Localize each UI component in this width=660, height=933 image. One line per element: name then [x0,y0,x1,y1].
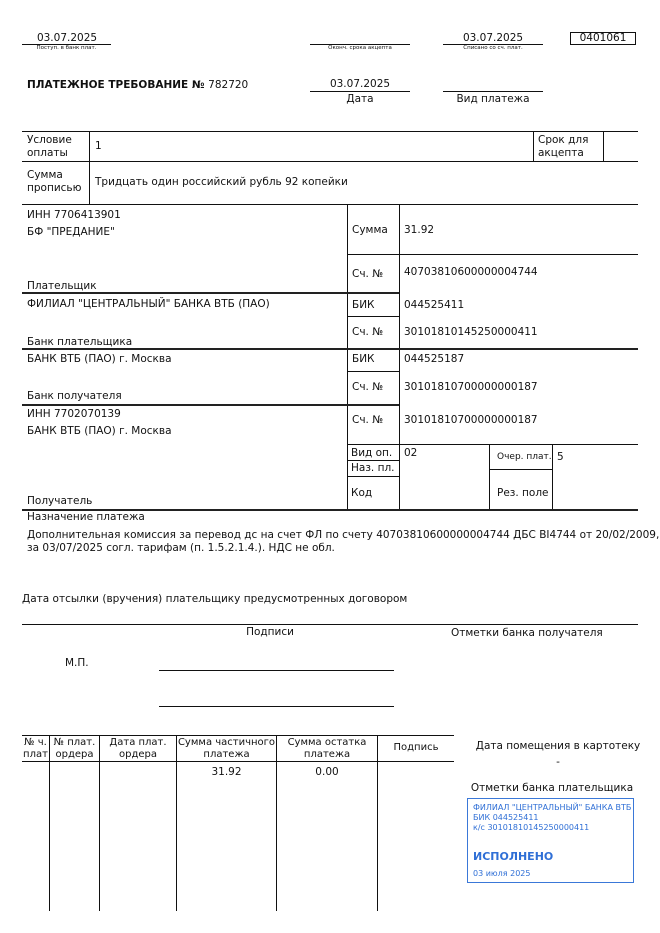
document-date-label: Дата [346,93,374,105]
payer-bik: 044525411 [404,299,465,311]
received-date-label: Поступ. в банк плат. [36,45,97,51]
stamp-date: 03 июля 2025 [473,869,531,878]
code-label: Код [351,487,373,499]
signature-line-2[interactable] [159,706,394,707]
payer-bik-divider [347,316,399,317]
payee-account-label: Сч. № [352,414,384,426]
terms-col-line [89,131,90,204]
payer-account: 40703810600000004744 [404,266,538,278]
document-number: 782720 [208,79,249,91]
payer-bank-name: ФИЛИАЛ "ЦЕНТРАЛЬНЫЙ" БАНКА ВТБ (ПАО) [27,298,270,310]
partial-col-line-2 [99,735,100,911]
partial-header-order-no [50,737,99,761]
signatures-top-line [22,624,638,625]
partial-header-remainder [277,737,377,761]
document-type: ПЛАТЕЖНОЕ ТРЕБОВАНИЕ № [27,79,205,91]
header-line: Сумма остатка [287,737,367,748]
debited-date-label: Списано со сч. плат. [463,45,523,51]
signature-line-1[interactable] [159,670,394,671]
document-date-line [310,91,410,92]
partial-header-payment-no [22,737,49,761]
payee-bank-marks-label: Отметки банка получателя [451,627,603,639]
terms-divider [22,161,638,162]
header-line: № ч. [24,737,47,748]
payee-account-divider [347,444,638,445]
payee-name: БАНК ВТБ (ПАО) г. Москва [27,425,172,437]
stamp-bank-name: ФИЛИАЛ "ЦЕНТРАЛЬНЫЙ" БАНКА ВТБ [473,803,632,812]
document-date: 03.07.2025 [329,78,391,90]
table-top-line [22,131,638,132]
document-title [27,79,248,92]
acceptance-term-label-2: акцепта [538,147,584,159]
card-file-value: - [556,756,560,768]
header-line: ордера [118,749,157,760]
payee-bank-account-label: Сч. № [352,381,384,393]
purpose-line-1: Дополнительная комиссия за перевод дс на счет ФЛ по счету 40703810600000004744 ДБС BI4744 от 20/02/2009, [27,529,660,541]
payer-bank-label: Банк плательщика [27,336,133,348]
payee-inn: ИНН 7702070139 [27,408,121,420]
partial-header-partial-sum [176,737,277,761]
partial-table-header-line [22,761,454,762]
reserve-label: Рез. поле [497,487,549,499]
priority-col-left-line [489,444,490,509]
partial-col-line-1 [49,735,50,911]
signatures-label: Подписи [246,626,294,638]
payer-inn: ИНН 7706413901 [27,209,121,221]
priority-label: Очер. плат. [497,452,552,462]
header-line: ордера [55,749,94,760]
partial-col-line-5 [377,735,378,911]
partial-table-top-line [22,735,454,736]
form-code: 0401061 [570,32,636,45]
amount-divider [347,254,638,255]
card-file-label: Дата помещения в картотеку [475,740,641,752]
header-line: плат [23,749,48,760]
payer-bank-account: 30101810145250000411 [404,326,538,338]
amount-words-value: Тридцать один российский рубль 92 копейки [95,176,348,188]
acceptance-end-label: Оконч. срока акцепта [328,45,392,51]
amount-value: 31.92 [404,224,435,236]
condition-value: 1 [95,140,102,152]
payment-type-line [443,91,543,92]
payer-bank-marks-label: Отметки банка плательщика [470,782,634,794]
payee-bik-label: БИК [352,353,375,365]
condition-label-2: оплаты [27,147,68,159]
payee-account: 30101810700000000187 [404,414,538,426]
payment-type-label: Вид платежа [456,93,530,105]
payer-bank-account-label: Сч. № [352,326,384,338]
dispatch-date-label: Дата отсылки (вручения) плательщику предусмотренных договором [22,593,408,605]
payer-label: Плательщик [27,280,97,292]
condition-label-1: Условие [27,134,72,146]
label-col-left-line [347,204,348,509]
partial-col-line-3 [176,735,177,911]
payee-bank-account: 30101810700000000187 [404,381,538,393]
purpose-line-2: за 03/07/2025 согл. тарифам (п. 1.5.2.1.4.). НДС не обл. [27,542,335,554]
priority-divider [489,469,552,470]
stamp-corr-account: к/с 30101810145250000411 [473,823,590,832]
bank-executed-stamp [467,798,634,883]
acceptance-col-line-2 [603,131,604,161]
header-line: платежа [203,749,250,760]
partial-col-line-4 [276,735,277,911]
payee-bank-divider [22,404,399,406]
payer-account-label: Сч. № [352,268,384,280]
debited-date: 03.07.2025 [462,32,524,44]
op-type-divider [347,460,399,461]
header-line: платежа [303,749,351,760]
priority-col-right-line [552,444,553,509]
acceptance-term-label-1: Срок для [538,134,589,146]
purpose-code-divider [347,476,399,477]
payer-bik-label: БИК [352,299,375,311]
payee-bank-label: Банк получателя [27,390,122,402]
payee-bik: 044525187 [404,353,465,365]
header-line: № плат. [53,737,96,748]
amount-words-label-2: прописью [27,182,82,194]
purpose-label: Назначение платежа [27,511,145,523]
op-type-value: 02 [404,447,418,459]
payee-bik-divider [347,371,399,372]
priority-value: 5 [557,451,564,463]
received-date: 03.07.2025 [36,32,98,44]
header-line: Дата плат. [109,737,167,748]
payer-name: БФ "ПРЕДАНИЕ" [27,226,115,238]
header-line: Сумма частичного [177,737,276,748]
payee-label: Получатель [27,495,93,507]
stamp-bik: БИК 044525411 [473,813,539,822]
partial-row-remainder: 0.00 [315,766,339,778]
amount-label: Сумма [352,224,388,236]
amount-words-label-1: Сумма [27,169,63,181]
partial-header-signature: Подпись [393,742,439,753]
purpose-code-label: Наз. пл. [351,462,395,474]
stamp-status: ИСПОЛНЕНО [473,850,554,863]
payee-bank-name: БАНК ВТБ (ПАО) г. Москва [27,353,172,365]
partial-row-sum: 31.92 [211,766,242,778]
partial-header-order-date [100,737,176,761]
op-type-label: Вид оп. [351,447,393,459]
words-divider [22,204,638,205]
acceptance-col-line-1 [533,131,534,161]
label-col-right-line [399,204,400,509]
stamp-place-label: М.П. [65,657,89,669]
